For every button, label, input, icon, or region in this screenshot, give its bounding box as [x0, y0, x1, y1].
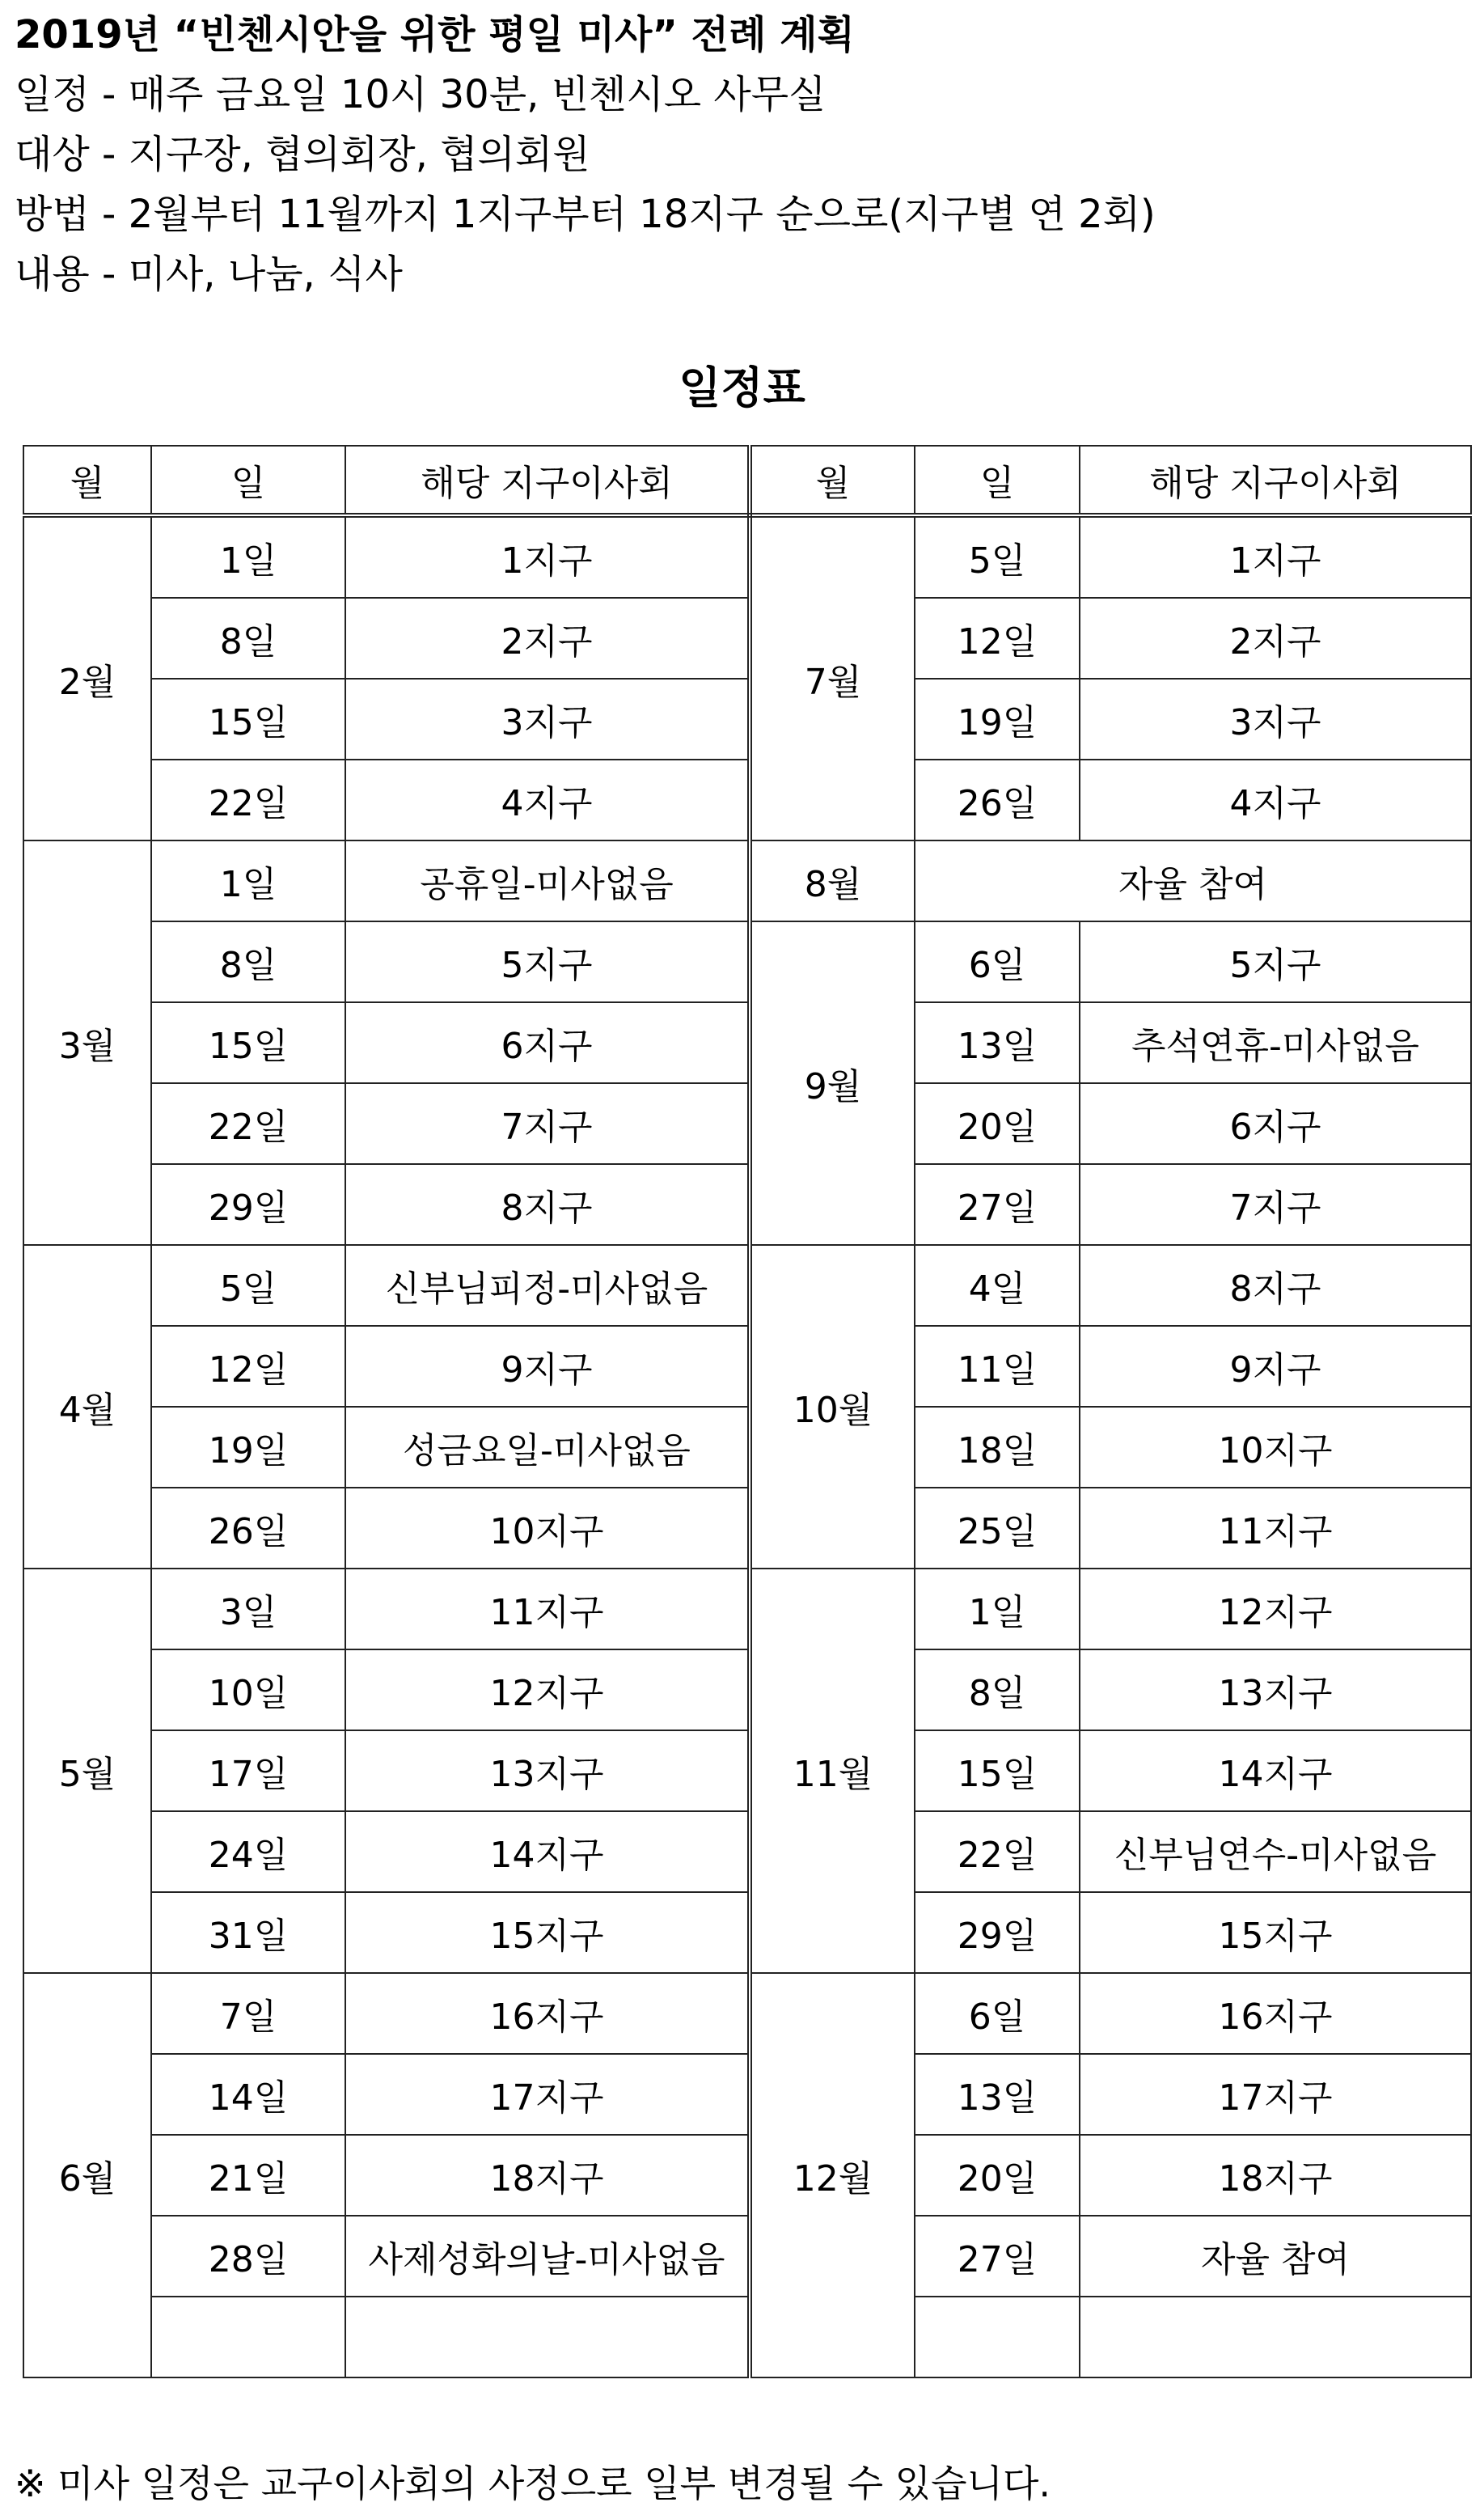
header-month: 월	[750, 446, 915, 515]
table-row	[23, 2216, 1471, 2297]
left-district-cell: 6지구	[345, 1002, 750, 1083]
left-district-cell: 사제성화의날-미사없음	[345, 2216, 750, 2297]
right-day-cell: 15일	[915, 1730, 1080, 1811]
right-district-cell: 17지구	[1080, 2054, 1471, 2135]
table-row	[23, 1002, 1471, 1083]
left-district-cell: 공휴일-미사없음	[345, 840, 750, 921]
table-row	[23, 598, 1471, 679]
table-row	[23, 1164, 1471, 1245]
plan-title: 2019년 “빈첸시안을 위한 평일 미사” 전례 계획	[15, 12, 855, 57]
table-row	[23, 1892, 1471, 1973]
right-district-cell: 10지구	[1080, 1407, 1471, 1488]
table-row	[23, 2135, 1471, 2216]
left-day-cell: 15일	[151, 1002, 345, 1083]
left-month-cell: 6월	[23, 1973, 151, 2377]
right-district-cell: 자율 참여	[1080, 2216, 1471, 2297]
left-day-cell: 14일	[151, 2054, 345, 2135]
right-day-cell: 27일	[915, 2216, 1080, 2297]
right-month-cell: 8월	[750, 840, 915, 921]
table-row	[23, 921, 1471, 1002]
right-district-cell: 9지구	[1080, 1326, 1471, 1407]
left-district-cell: 16지구	[345, 1973, 750, 2054]
plan-info	[15, 5, 1156, 304]
left-day-cell: 12일	[151, 1326, 345, 1407]
table-row	[23, 1488, 1471, 1569]
left-day-cell: 3일	[151, 1569, 345, 1649]
left-district-cell: 5지구	[345, 921, 750, 1002]
right-district-cell	[1080, 2297, 1471, 2377]
left-district-cell: 4지구	[345, 760, 750, 840]
table-row	[23, 1569, 1471, 1649]
right-district-cell: 5지구	[1080, 921, 1471, 1002]
left-district-cell: 15지구	[345, 1892, 750, 1973]
right-district-cell: 18지구	[1080, 2135, 1471, 2216]
right-month-cell: 10월	[750, 1245, 915, 1569]
left-district-cell: 신부님피정-미사없음	[345, 1245, 750, 1326]
left-day-cell: 1일	[151, 515, 345, 598]
right-day-cell: 27일	[915, 1164, 1080, 1245]
left-day-cell: 8일	[151, 921, 345, 1002]
footnote: ※ 미사 일정은 교구이사회의 사정으로 일부 변경될 수 있습니다.	[15, 2462, 1051, 2505]
left-district-cell	[345, 2297, 750, 2377]
left-district-cell: 1지구	[345, 515, 750, 598]
left-day-cell: 5일	[151, 1245, 345, 1326]
right-district-cell: 신부님연수-미사없음	[1080, 1811, 1471, 1892]
header-district: 해당 지구이사회	[1080, 446, 1471, 515]
right-district-cell: 8지구	[1080, 1245, 1471, 1326]
info-line-target: 대상 - 지구장, 협의회장, 협의회원	[15, 132, 590, 177]
right-district-cell: 12지구	[1080, 1569, 1471, 1649]
header-month: 월	[23, 446, 151, 515]
right-district-cell: 15지구	[1080, 1892, 1471, 1973]
left-day-cell: 7일	[151, 1973, 345, 2054]
left-day-cell: 8일	[151, 598, 345, 679]
right-district-cell: 4지구	[1080, 760, 1471, 840]
left-district-cell: 13지구	[345, 1730, 750, 1811]
right-day-cell: 20일	[915, 2135, 1080, 2216]
left-district-cell: 7지구	[345, 1083, 750, 1164]
left-month-cell: 2월	[23, 515, 151, 840]
right-district-cell: 추석연휴-미사없음	[1080, 1002, 1471, 1083]
header-day: 일	[151, 446, 345, 515]
right-month-cell: 7월	[750, 515, 915, 840]
table-row	[23, 1245, 1471, 1326]
left-day-cell: 26일	[151, 1488, 345, 1569]
left-day-cell	[151, 2297, 345, 2377]
left-day-cell: 28일	[151, 2216, 345, 2297]
left-day-cell: 17일	[151, 1730, 345, 1811]
right-month-cell: 11월	[750, 1569, 915, 1973]
table-row	[23, 1326, 1471, 1407]
left-month-cell: 3월	[23, 840, 151, 1245]
right-day-cell: 25일	[915, 1488, 1080, 1569]
table-row	[23, 1811, 1471, 1892]
left-district-cell: 14지구	[345, 1811, 750, 1892]
left-day-cell: 15일	[151, 679, 345, 760]
left-district-cell: 11지구	[345, 1569, 750, 1649]
left-district-cell: 성금요일-미사없음	[345, 1407, 750, 1488]
left-day-cell: 1일	[151, 840, 345, 921]
left-day-cell: 31일	[151, 1892, 345, 1973]
right-day-cell: 11일	[915, 1326, 1080, 1407]
right-district-cell: 1지구	[1080, 515, 1471, 598]
table-row	[23, 1407, 1471, 1488]
right-district-cell: 11지구	[1080, 1488, 1471, 1569]
left-day-cell: 24일	[151, 1811, 345, 1892]
table-row	[23, 679, 1471, 760]
table-row	[23, 515, 1471, 598]
right-district-cell: 14지구	[1080, 1730, 1471, 1811]
header-row	[23, 446, 1471, 515]
right-day-cell: 29일	[915, 1892, 1080, 1973]
table-row	[23, 1730, 1471, 1811]
schedule-table-container	[23, 445, 1470, 2378]
left-district-cell: 3지구	[345, 679, 750, 760]
right-district-cell: 7지구	[1080, 1164, 1471, 1245]
right-day-cell: 22일	[915, 1811, 1080, 1892]
right-day-cell: 6일	[915, 921, 1080, 1002]
right-day-cell: 5일	[915, 515, 1080, 598]
left-day-cell: 19일	[151, 1407, 345, 1488]
right-district-cell: 2지구	[1080, 598, 1471, 679]
schedule-title: 일정표	[679, 362, 805, 413]
right-district-cell: 6지구	[1080, 1083, 1471, 1164]
right-month-cell: 9월	[750, 921, 915, 1245]
right-day-cell: 6일	[915, 1973, 1080, 2054]
info-line-method: 방법 - 2월부터 11월까지 1지구부터 18지구 순으로(지구별 연 2회)	[15, 192, 1156, 237]
left-day-cell: 10일	[151, 1649, 345, 1730]
header-day: 일	[915, 446, 1080, 515]
info-line-schedule: 일정 - 매주 금요일 10시 30분, 빈첸시오 사무실	[15, 72, 827, 117]
info-line-content: 내용 - 미사, 나눔, 식사	[15, 252, 403, 297]
right-day-cell: 12일	[915, 598, 1080, 679]
left-month-cell: 4월	[23, 1245, 151, 1569]
right-district-cell: 13지구	[1080, 1649, 1471, 1730]
left-district-cell: 17지구	[345, 2054, 750, 2135]
right-day-cell: 20일	[915, 1083, 1080, 1164]
table-row	[23, 1649, 1471, 1730]
schedule-table	[23, 445, 1472, 2378]
left-day-cell: 22일	[151, 760, 345, 840]
right-day-cell	[915, 2297, 1080, 2377]
table-row	[23, 1973, 1471, 2054]
right-district-cell: 16지구	[1080, 1973, 1471, 2054]
right-month-cell: 12월	[750, 1973, 915, 2377]
table-row	[23, 760, 1471, 840]
right-event-cell: 자율 참여	[915, 840, 1471, 921]
left-district-cell: 10지구	[345, 1488, 750, 1569]
table-row	[23, 1083, 1471, 1164]
right-day-cell: 19일	[915, 679, 1080, 760]
left-day-cell: 22일	[151, 1083, 345, 1164]
left-day-cell: 29일	[151, 1164, 345, 1245]
left-district-cell: 18지구	[345, 2135, 750, 2216]
right-day-cell: 8일	[915, 1649, 1080, 1730]
right-day-cell: 4일	[915, 1245, 1080, 1326]
header-district: 해당 지구이사회	[345, 446, 750, 515]
right-day-cell: 1일	[915, 1569, 1080, 1649]
right-day-cell: 13일	[915, 2054, 1080, 2135]
table-row	[23, 2297, 1471, 2377]
right-day-cell: 26일	[915, 760, 1080, 840]
left-district-cell: 2지구	[345, 598, 750, 679]
right-district-cell: 3지구	[1080, 679, 1471, 760]
left-district-cell: 9지구	[345, 1326, 750, 1407]
left-day-cell: 21일	[151, 2135, 345, 2216]
table-row	[23, 840, 1471, 921]
table-row	[23, 2054, 1471, 2135]
left-district-cell: 8지구	[345, 1164, 750, 1245]
left-month-cell: 5월	[23, 1569, 151, 1973]
left-district-cell: 12지구	[345, 1649, 750, 1730]
right-day-cell: 13일	[915, 1002, 1080, 1083]
right-day-cell: 18일	[915, 1407, 1080, 1488]
